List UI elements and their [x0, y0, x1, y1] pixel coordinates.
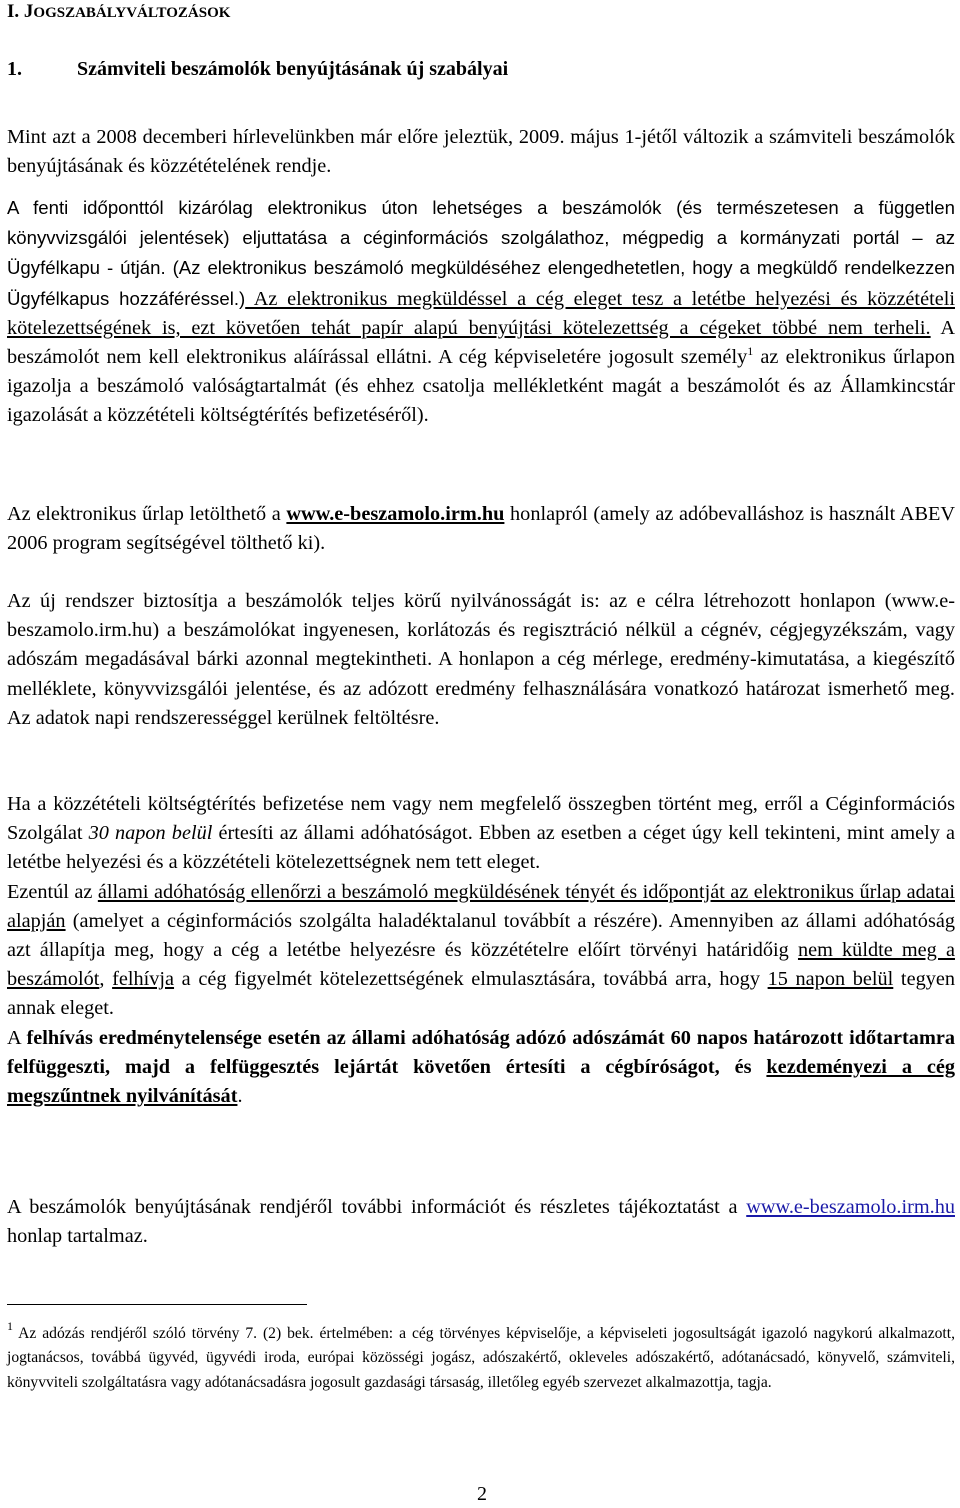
paragraph-intro: Mint azt a 2008 decemberi hírlevelünkben már előre jeleztük, 2009. május 1-jétől változik a számviteli beszámolók benyújtásának és közzétételének rendje.: [7, 126, 955, 178]
paragraph-more-info: A beszámolók benyújtásának rendjéről további információt és részletes tájékoztatást a www.e-beszamolo.irm.hu honlap tartalmaz.: [7, 1196, 955, 1248]
chapter-heading: I. JOGSZABÁLYVÁLTOZÁSOK: [7, 1, 231, 22]
footnote: $^1$ Az adózás rendjéről szóló törvény 7. (2) bek. értelmében: a cég törvényes képviselője, a képviseleti jogosultságát igazoló nagykorú alkalmazott, jogtanácsos, továbbá ügyvéd, ügyvédi iroda, európai közösségi jogász, adószakértő, okleveles adószakértő, adótanácsadó, könyvelő, számviteli, könyvviteli szolgáltatásra vagy adótanácsadásra jogosult gazdasági társaság, illetőleg egyéb szervezet alkalmazottja, tagja.: [7, 1319, 955, 1391]
page-number: 2: [477, 1483, 487, 1505]
website-link-2[interactable]: www.e-beszamolo.irm.hu: [746, 1196, 955, 1218]
paragraph-form-download: Az elektronikus űrlap letölthető a www.e-beszamolo.irm.hu honlapról (amely az adóbevalláshoz is használt ABEV 2006 program segítségével tölthető ki).: [7, 503, 956, 555]
footnote-ref[interactable]: 1: [747, 344, 754, 359]
paragraph-electronic-submission: A fenti időponttól kizárólag elektronikus úton lehetséges a beszámolók (és természetesen a független könyvvizsgálói jelentések) eljuttatása a céginformációs szolgálathoz, mégpedig a kormányzati portál – az Ügyfélkapu - útján. (Az elektronikus beszámoló megküldéséhez elengedhetetlen, hogy a megküldő rendelkezzen Ügyfélkapus hozzáféréssel.) Az elektronikus megküldéssel a cég eleget tesz a letétbe helyezési és közzétételi kötelezettségének is, ezt követően tehát papír alapú benyújtási kötelezettség a cégeket többé nem terheli. A beszámolót nem kell elektronikus aláírással ellátni. A cég képviseletére jogosult személy$^1$ az elektronikus űrlapon igazolja a beszámoló valóságtartalmát (és ehhez csatolja mellékletként magát a beszámolót és az Államkincstár igazolását a közzétételi költségtérítés befizetéséről).: [7, 197, 955, 427]
section-heading: [7, 58, 508, 81]
section-title: Számviteli beszámolók benyújtásának új szabályai: [77, 58, 509, 80]
paragraph-tax-authority: Ha a közzétételi költségtérítés befizetése nem vagy nem megfelelő összegben történt meg, erről a Céginformációs Szolgálat 30 napon belül értesíti az állami adóhatóságot. Ebben az esetben a céget úgy kell tekinteni, mint amely a letétbe helyezési és a közzétételi kötelezettségnek nem tett eleget. Ezentúl az állami adóhatóság ellenőrzi a beszámoló megküldésének tényét és időpontját az elektronikus űrlap adatai alapján (amelyet a céginformációs szolgálta haladéktalanul továbbít a részére). Amennyiben az állami adóhatóság azt állapítja meg, hogy a cég a letétbe helyezésre és közzétételre előírt törvényi határidőig nem küldte meg a beszámolót, felhívja a cég figyelmét kötelezettségének elmulasztására, továbbá arra, hogy 15 napon belül tegyen annak eleget. A felhívás eredménytelensége esetén az állami adóhatóság adózó adószámát 60 napos határozott időtartamra felfüggeszti, majd a felfüggesztés lejártát követően értesíti a cégbíróságot, és kezdeményezi a cég megszűntnek nyilvánítását.: [7, 793, 955, 1108]
paragraph-publicity: Az új rendszer biztosítja a beszámolók teljes körű nyilvánosságát is: az e célra létrehozott honlapon (www.e-beszamolo.irm.hu) a beszámolókat ingyenesen, korlátozás és regisztráció nélkül a cégnév, cégjegyzékszám, vagy adószám megadásával bárki azonnal megtekintheti. A honlapon a cég mérlege, eredmény-kimutatása, a kiegészítő melléklete, könyvvizsgálói jelentése, és az adózott eredmény felhasználására vonatkozó határozat ismerhető meg. Az adatok napi rendszerességgel kerülnek feltöltésre.: [7, 590, 955, 729]
section-number: 1.: [7, 58, 22, 80]
footnote-divider: [7, 1304, 307, 1305]
website-link[interactable]: www.e-beszamolo.irm.hu: [286, 503, 505, 525]
